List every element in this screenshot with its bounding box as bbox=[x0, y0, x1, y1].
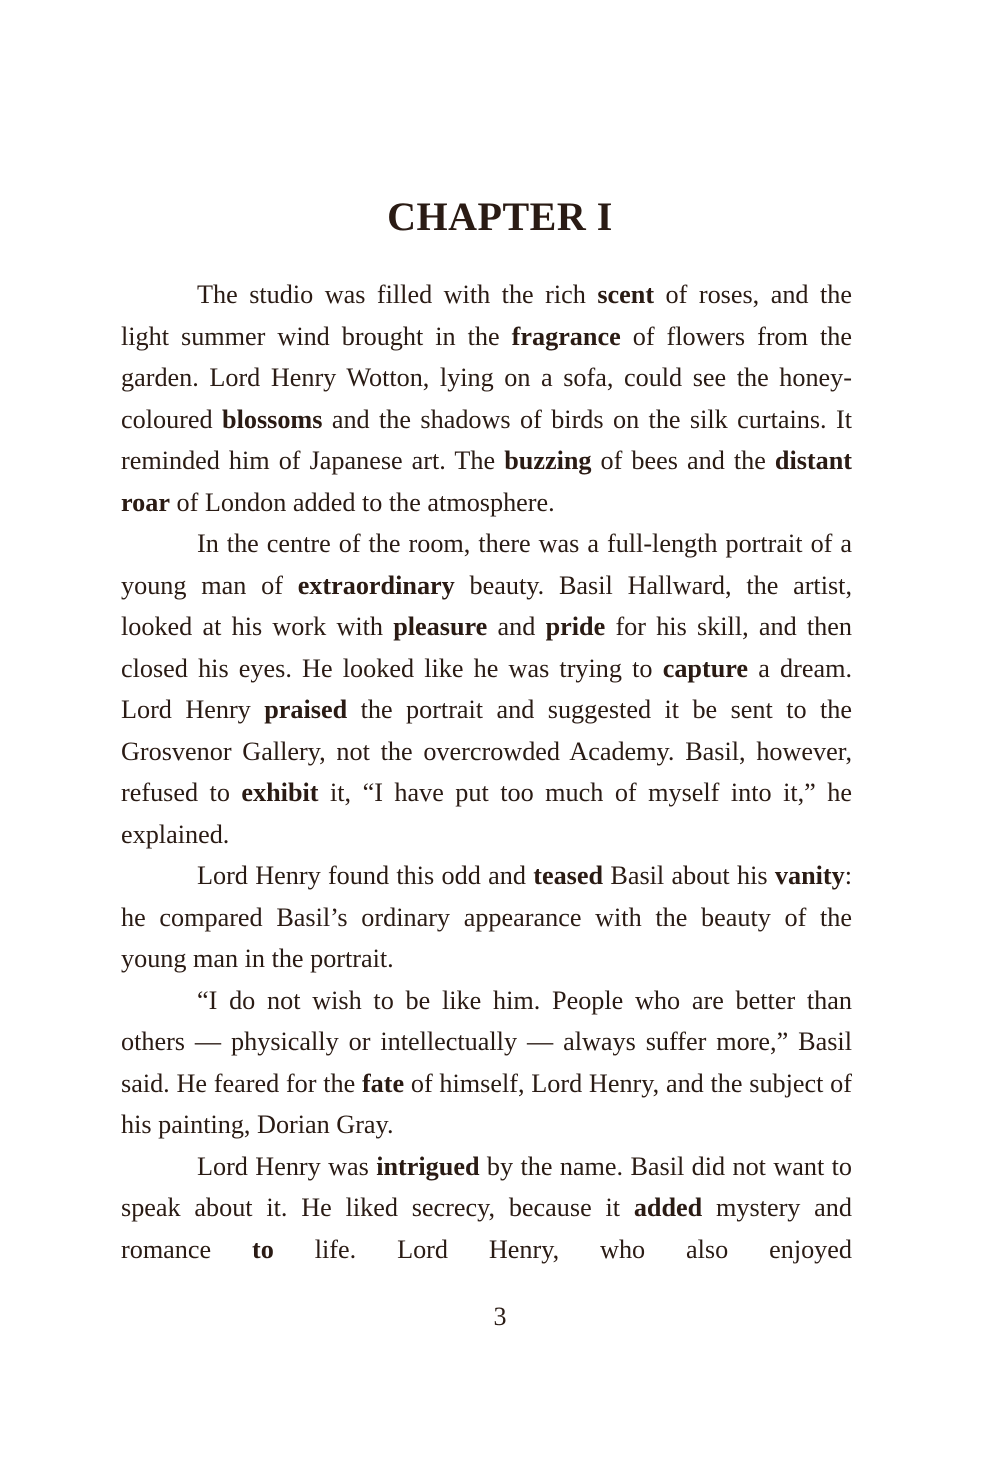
highlighted-word: to bbox=[252, 1234, 274, 1264]
text-run: mystery and romance bbox=[121, 1193, 852, 1264]
highlighted-word: teased bbox=[533, 861, 604, 890]
highlighted-word: distant roar bbox=[121, 446, 853, 517]
text-run: a dream. Lord Henry bbox=[121, 653, 852, 724]
chapter-text bbox=[121, 274, 852, 1270]
paragraph bbox=[121, 1146, 852, 1271]
text-run: In the centre of the room, there was a full-length portrait of a young man of bbox=[121, 529, 852, 600]
page-number: 3 bbox=[493, 1302, 507, 1331]
text-run: of roses, and the light summer wind brought in the bbox=[121, 280, 852, 351]
text-run: Lord Henry was bbox=[197, 1151, 377, 1181]
text-run: it, “I have put too much of myself into it,” he explained. bbox=[121, 778, 853, 849]
highlighted-word: added bbox=[633, 1193, 703, 1222]
highlighted-word: buzzing bbox=[504, 446, 592, 475]
text-run: of London added to the atmosphere. bbox=[169, 487, 555, 517]
text-run: of himself, Lord Henry, and the subject of his painting, Dorian Gray. bbox=[121, 1068, 852, 1139]
text-run: life. Lord Henry, who also enjoyed bbox=[273, 1234, 852, 1264]
highlighted-word: capture bbox=[662, 653, 749, 683]
highlighted-word: fate bbox=[361, 1068, 405, 1098]
text-run: by the name. Basil did not want to speak about it. He liked secrecy, because it bbox=[121, 1151, 852, 1222]
chapter-title: CHAPTER I bbox=[387, 194, 613, 239]
text-run: The studio was filled with the rich bbox=[197, 280, 598, 309]
highlighted-word: blossoms bbox=[222, 404, 323, 434]
text-run: for his skill, and then closed his eyes. He looked like he was trying to bbox=[121, 612, 852, 683]
text-run: : he compared Basil’s ordinary appearance with the beauty of the young man in the portrait. bbox=[121, 861, 852, 973]
highlighted-word: intrigued bbox=[376, 1151, 480, 1181]
text-run: of bees and the bbox=[591, 446, 775, 475]
text-run: the portrait and suggested it be sent to the Grosvenor Gallery, not the overcrowded Academy. Basil, however, refused to bbox=[121, 695, 852, 807]
text-run: of flowers from the garden. Lord Henry Wotton, lying on a sofa, could see the honey-coloured bbox=[121, 321, 853, 434]
highlighted-word: pleasure bbox=[393, 612, 488, 641]
highlighted-word: scent bbox=[597, 280, 655, 309]
highlighted-word: fragrance bbox=[511, 321, 621, 351]
text-run: and bbox=[487, 612, 546, 641]
paragraph bbox=[121, 274, 852, 523]
paragraph bbox=[121, 980, 852, 1146]
paragraph bbox=[121, 523, 852, 855]
text-run: “I do not wish to be like him. People who are better than others — physically or intellectually — always suffer more,” Basil said. He feared for the bbox=[121, 985, 852, 1098]
text-run: Basil about his bbox=[603, 861, 775, 890]
highlighted-word: extraordinary bbox=[297, 570, 455, 600]
text-run: and the shadows of birds on the silk curtains. It reminded him of Japanese art. The bbox=[121, 404, 852, 475]
paragraph bbox=[121, 855, 852, 980]
highlighted-word: exhibit bbox=[241, 778, 319, 807]
highlighted-word: pride bbox=[545, 612, 606, 641]
highlighted-word: praised bbox=[264, 695, 348, 724]
text-run: beauty. Basil Hallward, the artist, looked at his work with bbox=[121, 570, 852, 641]
text-run: Lord Henry found this odd and bbox=[197, 861, 534, 890]
highlighted-word: vanity bbox=[774, 861, 845, 890]
